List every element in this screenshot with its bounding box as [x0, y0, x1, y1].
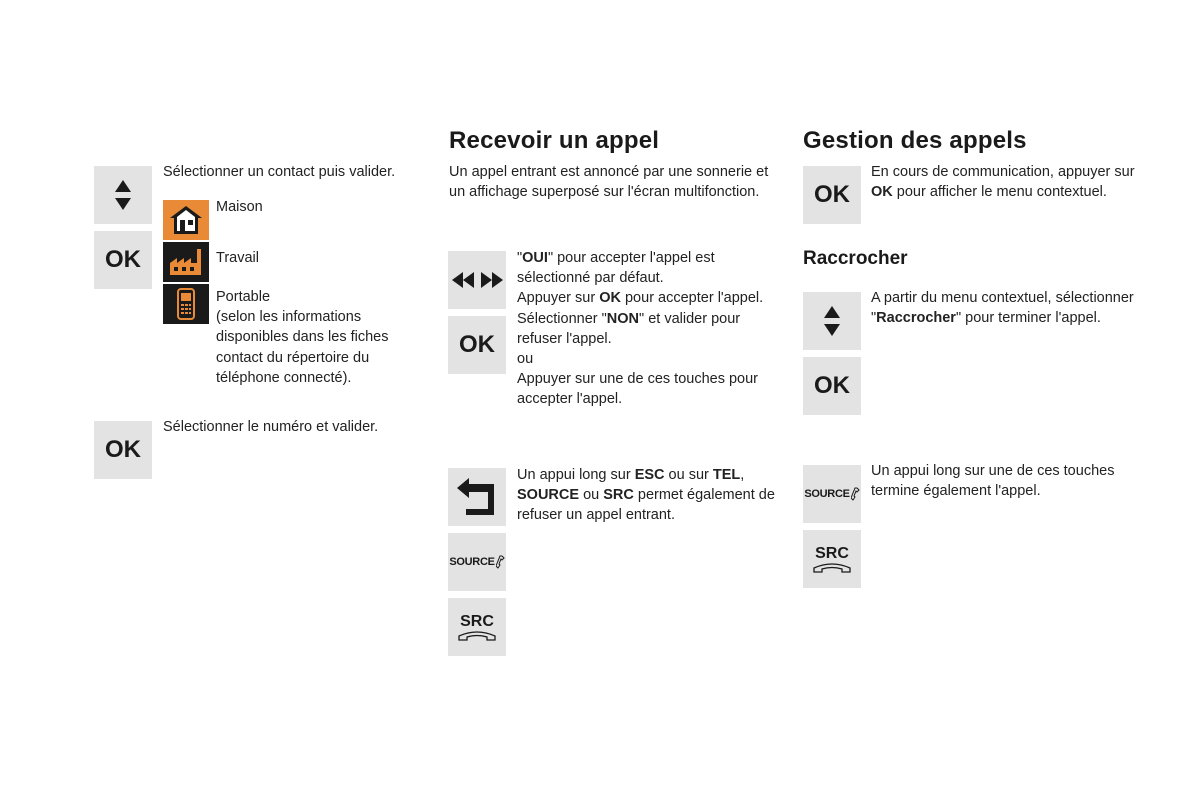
arrow-down-icon: [824, 324, 840, 336]
category-travail[interactable]: [163, 242, 209, 282]
up-down-arrows-key-hangup[interactable]: [803, 292, 861, 350]
factory-icon: [168, 247, 204, 277]
select-contact-text: Sélectionner un contact puis valider.: [163, 164, 396, 180]
category-portable-block: [216, 287, 416, 388]
category-maison-label: Maison: [216, 199, 263, 215]
src-key-hangup[interactable]: SRC: [803, 530, 861, 588]
up-down-arrows-key[interactable]: [94, 166, 152, 224]
source-key[interactable]: SOURCE: [448, 533, 506, 591]
manage-calls-title: Gestion des appels: [803, 127, 1027, 154]
ok-key-menu[interactable]: OK: [803, 166, 861, 224]
select-number-text: Sélectionner le numéro et valider.: [163, 419, 379, 435]
ok-key-hangup[interactable]: OK: [803, 357, 861, 415]
hang-up-text: A partir du menu contextuel, sélectionner "Raccrocher" pour terminer l'appel.: [871, 290, 1134, 327]
arrow-down-icon: [115, 198, 131, 210]
press-ok-text: Appuyer sur OK pour accepter l'appel.: [517, 290, 764, 307]
return-arrow-icon: [454, 475, 500, 519]
category-portable[interactable]: [163, 284, 209, 324]
context-menu-text: En cours de communication, appuyer sur OK pour afficher le menu contextuel.: [871, 164, 1135, 201]
handset-icon: [812, 562, 852, 574]
handset-icon: [851, 487, 860, 501]
arrow-up-icon: [824, 306, 840, 318]
esc-key[interactable]: [448, 468, 506, 526]
portable-note: (selon les informations disponibles dans les fiches contact du répertoire du téléphone connecté).: [216, 309, 389, 386]
handset-icon: [496, 555, 505, 569]
long-press-hangup-text: Un appui long sur une de ces touches termine également l'appel.: [871, 463, 1115, 500]
category-maison[interactable]: [163, 200, 209, 240]
receive-call-title: Recevoir un appel: [449, 127, 660, 154]
or-text: ou: [517, 351, 534, 368]
seek-arrows-icon: [451, 271, 503, 289]
mobile-phone-icon: [175, 288, 197, 320]
source-key-hangup[interactable]: SOURCE: [803, 465, 861, 523]
ok-key-number[interactable]: OK: [94, 421, 152, 479]
category-portable-label: Portable: [216, 289, 271, 305]
category-travail-label: Travail: [216, 250, 259, 266]
house-icon: [169, 204, 203, 236]
handset-icon: [457, 630, 497, 642]
hang-up-subtitle: Raccrocher: [803, 248, 908, 269]
press-keys-text: Appuyer sur une de ces touches pour accepter l'appel.: [517, 371, 759, 408]
ok-key[interactable]: OK: [94, 231, 152, 289]
long-press-reject-text: Un appui long sur ESC ou sur TEL, SOURCE ou SRC permet également de refuser un appel entrant.: [517, 467, 775, 524]
ok-key-accept[interactable]: OK: [448, 316, 506, 374]
receive-call-intro: Un appel entrant est annoncé par une sonnerie et un affichage superposé sur l'écran multifonction.: [449, 164, 769, 201]
accept-call-instructions: [517, 248, 779, 410]
seek-key[interactable]: [448, 251, 506, 309]
arrow-up-icon: [115, 180, 131, 192]
src-key[interactable]: SRC: [448, 598, 506, 656]
select-non-text: Sélectionner "NON" et valider pour refuser l'appel.: [517, 310, 741, 347]
default-oui-text: "OUI" pour accepter l'appel est sélectionné par défaut.: [517, 250, 715, 287]
